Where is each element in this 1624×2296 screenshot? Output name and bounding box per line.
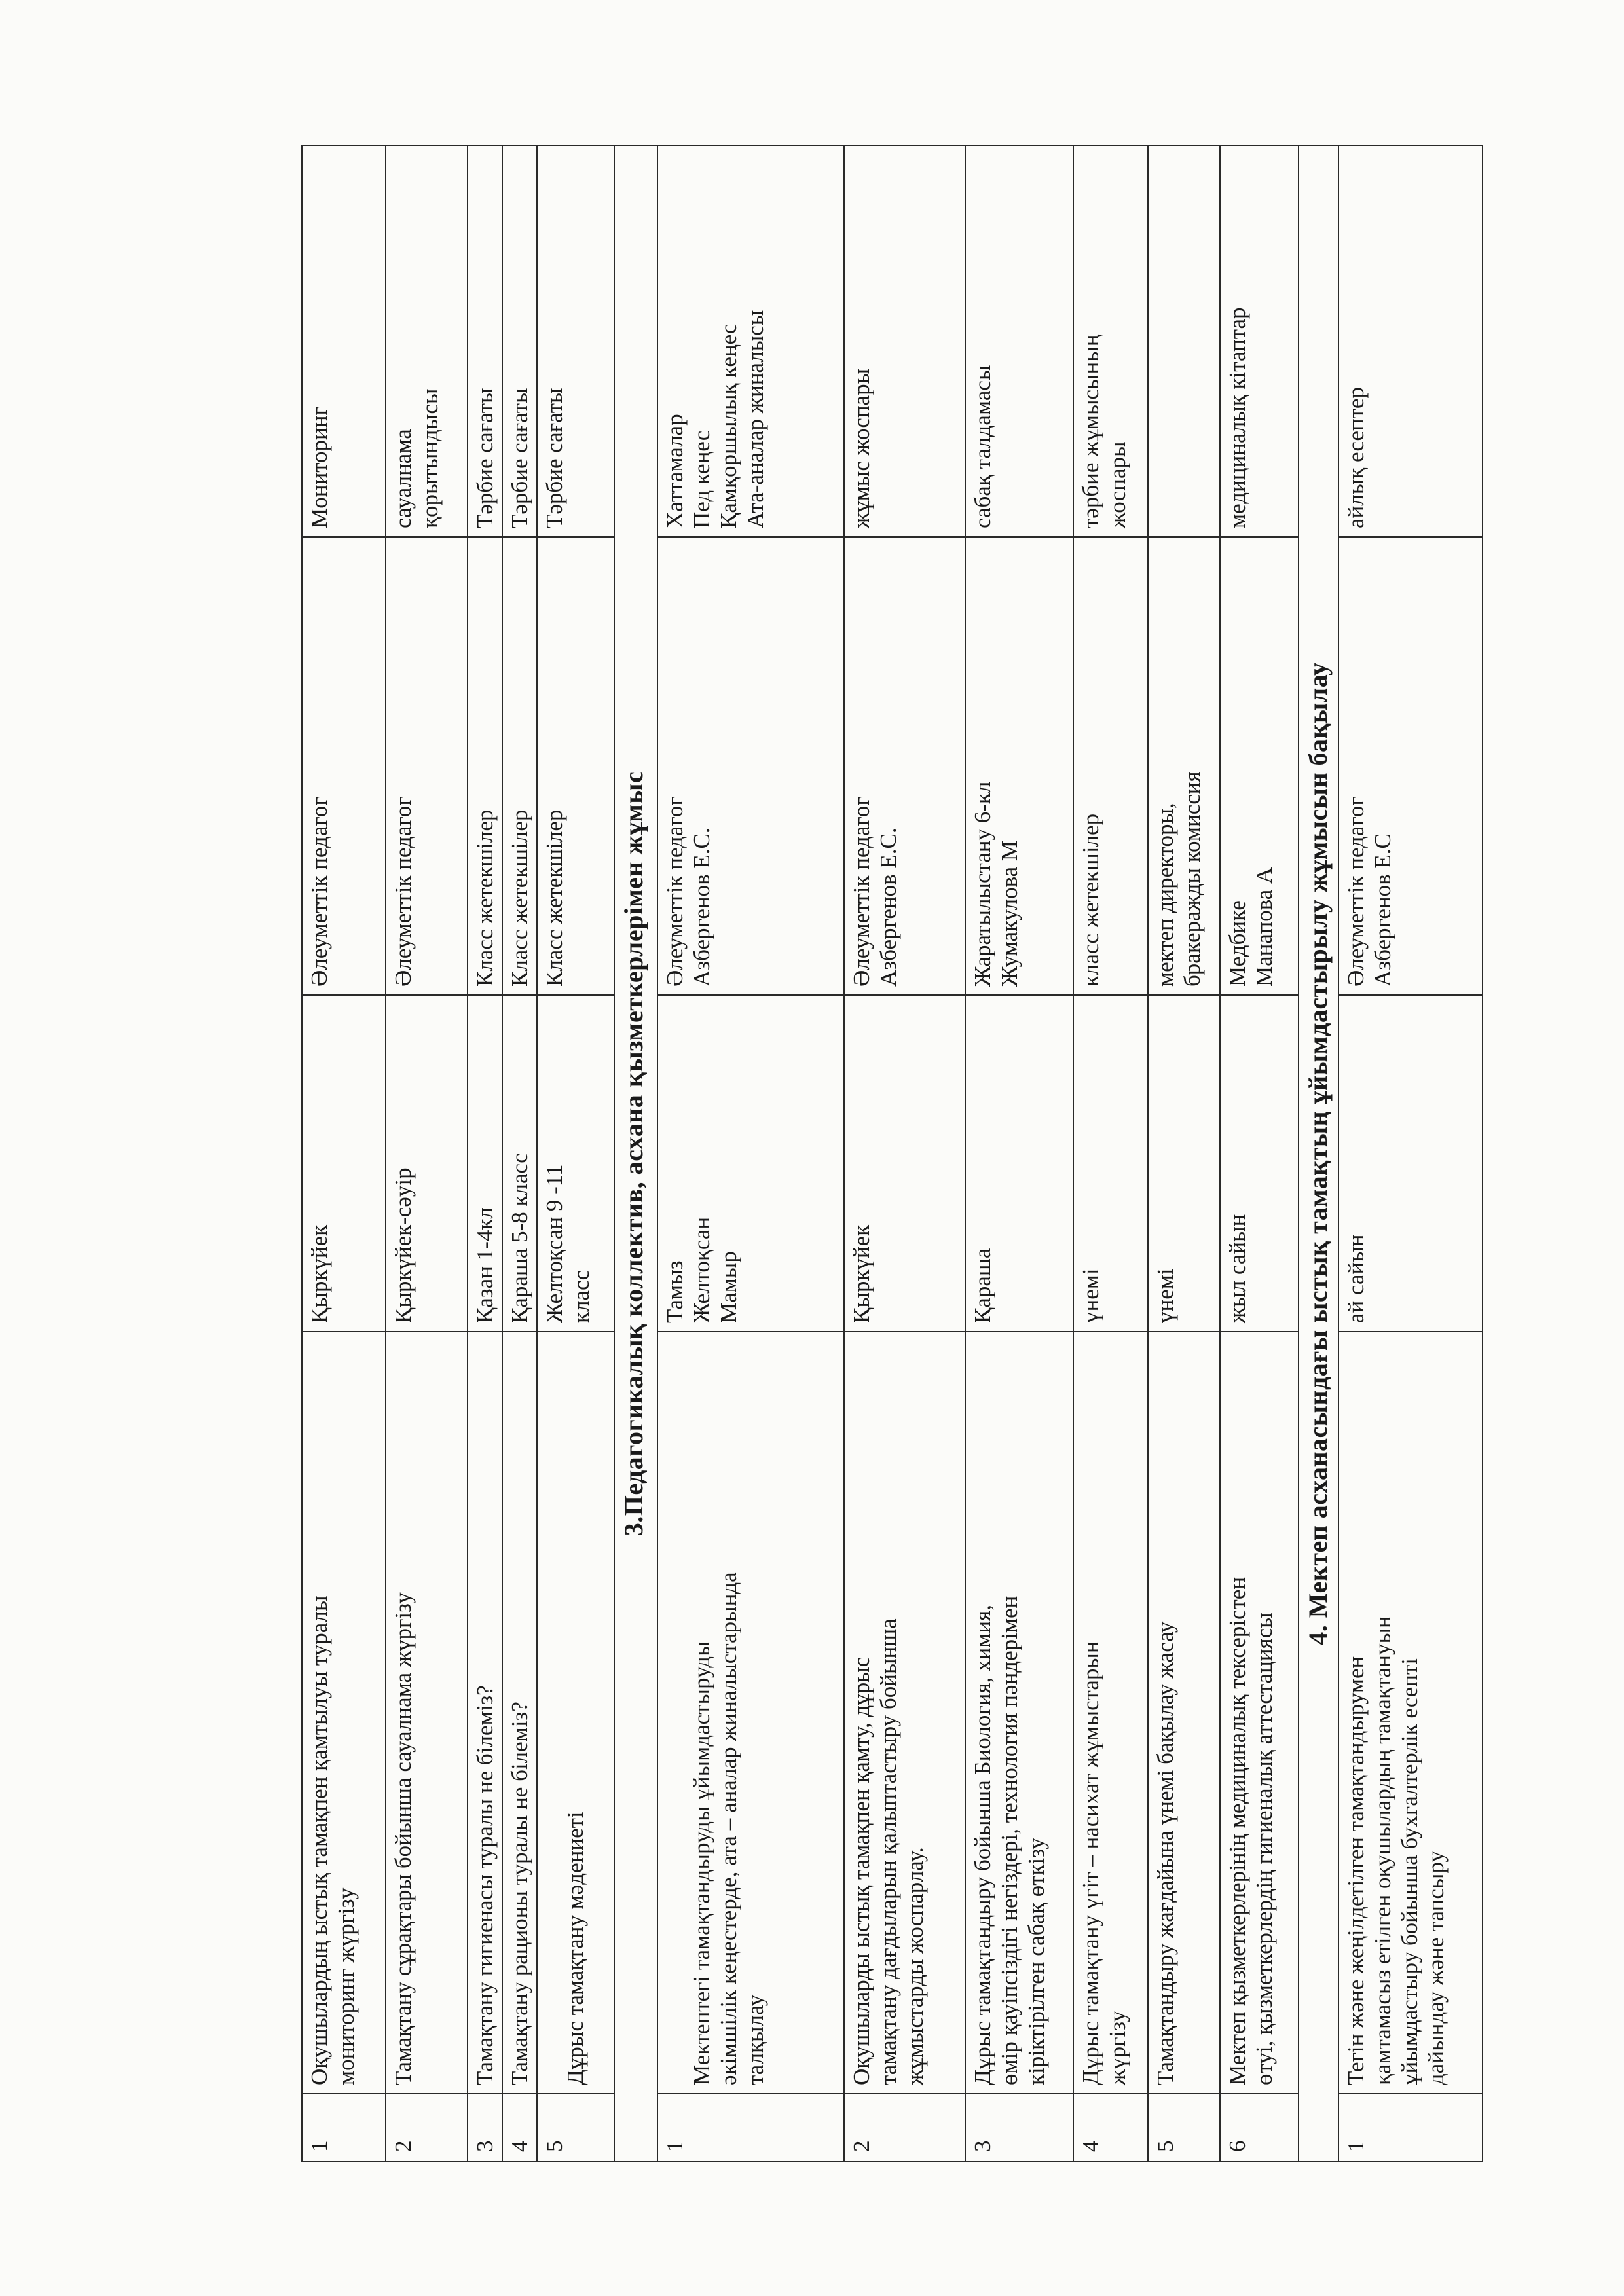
task-cell: Оқушыларды ыстық тамақпен қамту, дұрыс тамақтану дағдыларын қалыптастыру бойынша жұмыстарды жоспарлау. xyxy=(844,1332,965,2094)
task-cell: Тамақтану сұрақтары бойынша сауалнама жүргізу xyxy=(386,1332,468,2094)
when-cell: Қыркүйек-сәуір xyxy=(386,995,468,1332)
table-row xyxy=(468,145,502,2162)
task-cell: Мектептегі тамақтандыруды ұйымдастыруды әкімшілік кеңестерде, ата – аналар жиналыстарында талқылау xyxy=(657,1332,844,2094)
row-number: 4 xyxy=(502,2094,537,2162)
responsible-cell: класс жетекшілер xyxy=(1073,537,1148,995)
responsible-cell: Әлеуметтік педагог Азбергенов Е.С xyxy=(1338,537,1483,995)
responsible-cell: Әлеуметтік педагог Азбергенов Е.С. xyxy=(657,537,844,995)
row-number: 2 xyxy=(386,2094,468,2162)
when-cell: Тамыз Желтоқсан Мамыр xyxy=(657,995,844,1332)
rotated-table-wrapper xyxy=(301,146,1506,2162)
task-cell: Дұрыс тамақтандыру бойынша Биология, химия, өмір қауіпсіздігі негіздері, технология пәндерімен кіріктірілген сабақ өткізу xyxy=(965,1332,1073,2094)
section-header-row xyxy=(1299,145,1338,2162)
table-row xyxy=(1148,145,1220,2162)
result-cell: тәрбие жұмысының жоспары xyxy=(1073,145,1148,537)
row-number: 3 xyxy=(965,2094,1073,2162)
task-cell: Мектеп қызметкерлерінің медициналық тексерістен өтуі, қызметкерлердің гигиеналық аттестациясы xyxy=(1220,1332,1299,2094)
row-number: 5 xyxy=(537,2094,614,2162)
row-number: 2 xyxy=(844,2094,965,2162)
row-number: 4 xyxy=(1073,2094,1148,2162)
result-cell: Тәрбие сағаты xyxy=(468,145,502,537)
task-cell: Тамақтану гигиенасы туралы не білеміз? xyxy=(468,1332,502,2094)
row-number: 6 xyxy=(1220,2094,1299,2162)
table-row xyxy=(657,145,844,2162)
when-cell: Қараша 5-8 класс xyxy=(502,995,537,1332)
table-row xyxy=(844,145,965,2162)
section-title: 4. Мектеп асханасындағы ыстық тамақтың ұйымдастырылу жұмысын бақылау xyxy=(1299,145,1338,2162)
task-cell: Оқушылардың ыстық тамақпен қамтылуы туралы мониторинг жүргізу xyxy=(302,1332,386,2094)
section-header-row xyxy=(614,145,657,2162)
section-title: 3.Педагогикалық коллектив, асхана қызметкерлерімен жұмыс xyxy=(614,145,657,2162)
task-cell: Тегін және жеңілдетілген тамақтандырумен қамтамасыз етілген оқушылардың тамақтануын ұйымдастыру бойынша бухгалтерлік есепті дайындау және тапсыру xyxy=(1338,1332,1483,2094)
when-cell: Қыркүйек xyxy=(844,995,965,1332)
table-row xyxy=(502,145,537,2162)
task-cell: Дұрыс тамақтану мәдениеті xyxy=(537,1332,614,2094)
task-cell: Тамақтандыру жағдайына үнемі бақылау жасау xyxy=(1148,1332,1220,2094)
row-number: 3 xyxy=(468,2094,502,2162)
result-cell xyxy=(1148,145,1220,537)
result-cell: Тәрбие сағаты xyxy=(537,145,614,537)
responsible-cell: Әлеуметтік педагог Азбергенов Е.С. xyxy=(844,537,965,995)
nutrition-plan-table xyxy=(301,145,1483,2162)
when-cell: жыл сайын xyxy=(1220,995,1299,1332)
responsible-cell: Әлеуметтік педагог xyxy=(386,537,468,995)
result-cell: сабақ талдамасы xyxy=(965,145,1073,537)
row-number: 1 xyxy=(1338,2094,1483,2162)
responsible-cell: Медбике Манапова А xyxy=(1220,537,1299,995)
when-cell: Қыркүйек xyxy=(302,995,386,1332)
table-row xyxy=(537,145,614,2162)
when-cell: ай сайын xyxy=(1338,995,1483,1332)
result-cell: айлық есептер xyxy=(1338,145,1483,537)
row-number: 5 xyxy=(1148,2094,1220,2162)
when-cell: Қазан 1-4кл xyxy=(468,995,502,1332)
table-row xyxy=(965,145,1073,2162)
responsible-cell: Класс жетекшілер xyxy=(468,537,502,995)
when-cell: Желтоқсан 9 -11 класс xyxy=(537,995,614,1332)
task-cell: Тамақтану рационы туралы не білеміз? xyxy=(502,1332,537,2094)
when-cell: Қараша xyxy=(965,995,1073,1332)
responsible-cell: Әлеуметтік педагог xyxy=(302,537,386,995)
result-cell: жұмыс жоспары xyxy=(844,145,965,537)
table-row xyxy=(302,145,386,2162)
result-cell: Хаттамалар Пед кеңес Қамқоршылық кеңес Ата-аналар жиналысы xyxy=(657,145,844,537)
result-cell: Тәрбие сағаты xyxy=(502,145,537,537)
responsible-cell: Жаратылыстану 6-кл Жумакулова М xyxy=(965,537,1073,995)
result-cell: сауалнама қорытындысы xyxy=(386,145,468,537)
result-cell: Мониторинг xyxy=(302,145,386,537)
table-row xyxy=(1073,145,1148,2162)
table-row xyxy=(1338,145,1483,2162)
when-cell: үнемі xyxy=(1073,995,1148,1332)
row-number: 1 xyxy=(302,2094,386,2162)
responsible-cell: мектеп директоры, бракеражды комиссия xyxy=(1148,537,1220,995)
when-cell: үнемі xyxy=(1148,995,1220,1332)
task-cell: Дұрыс тамақтану үгіт – насихат жұмыстарын жүргізу xyxy=(1073,1332,1148,2094)
table-row xyxy=(386,145,468,2162)
responsible-cell: Класс жетекшілер xyxy=(502,537,537,995)
row-number: 1 xyxy=(657,2094,844,2162)
table-row xyxy=(1220,145,1299,2162)
result-cell: медициналық кітаптар xyxy=(1220,145,1299,537)
responsible-cell: Класс жетекшілер xyxy=(537,537,614,995)
